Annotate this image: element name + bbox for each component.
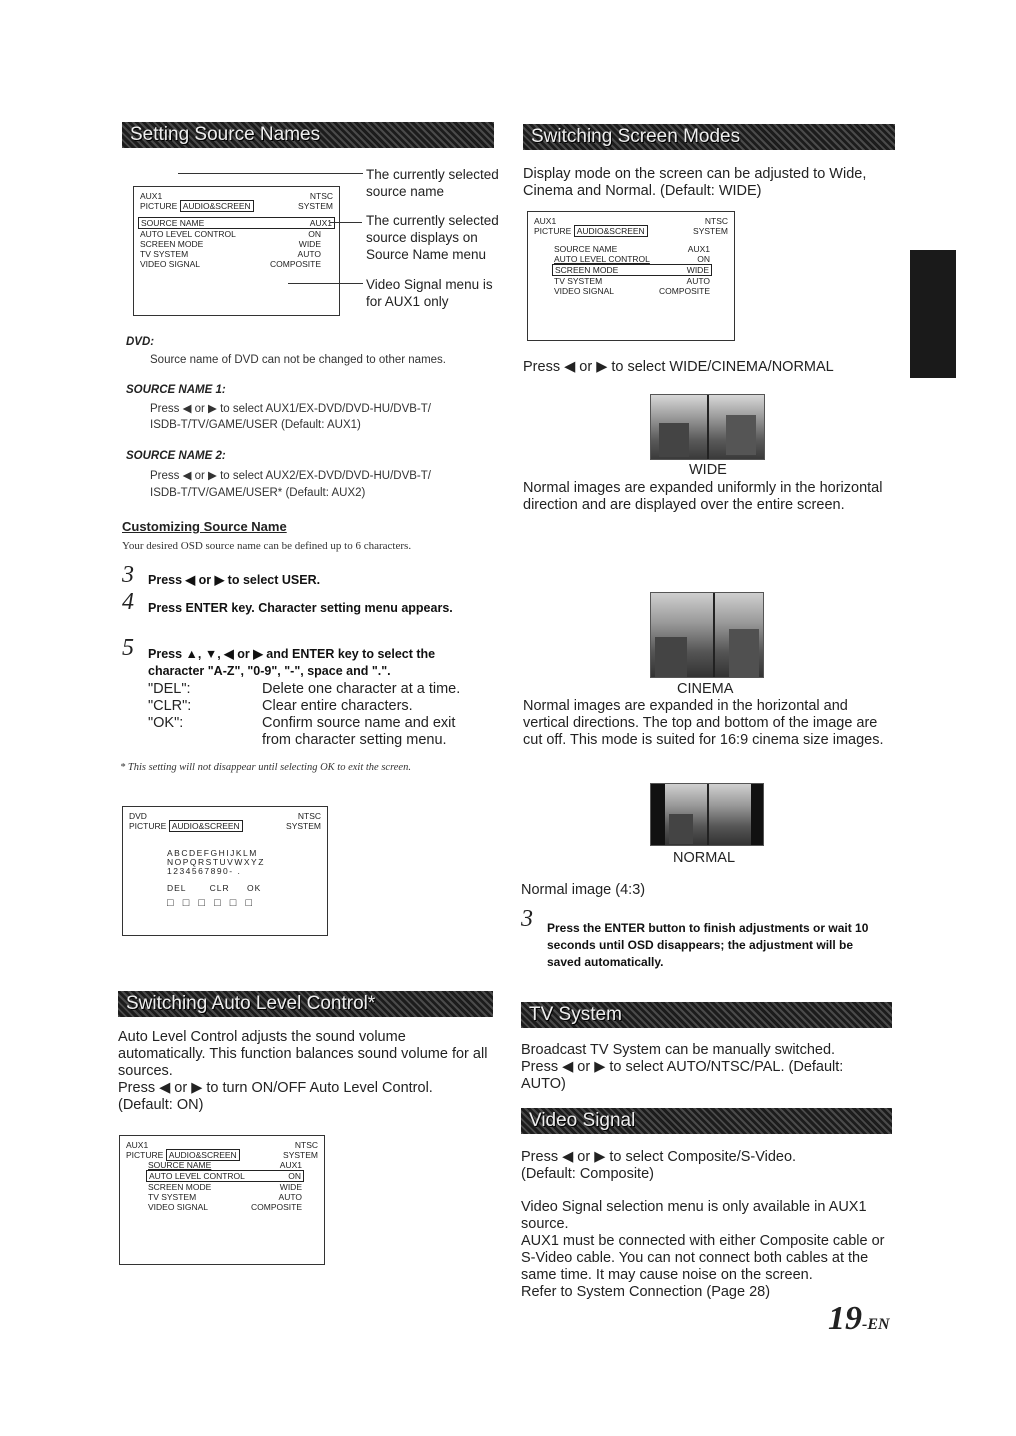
osd-row-label: SOURCE NAME (554, 244, 618, 254)
section-title: TV System (529, 1004, 622, 1025)
wide-mode-image (650, 394, 765, 460)
osd-row-label: SCREEN MODE (555, 265, 619, 275)
normal-label: NORMAL (673, 850, 736, 866)
osd-row-selected (552, 264, 712, 276)
osd-row-value: WIDE (298, 239, 321, 249)
osd-row-label: AUTO LEVEL CONTROL (554, 254, 650, 264)
section-title: Switching Screen Modes (531, 126, 741, 147)
osd-source-name-menu (133, 186, 340, 316)
osd-row (140, 249, 333, 259)
osd-source: AUX1 (140, 191, 163, 201)
osd-picture: PICTURE (534, 226, 572, 236)
step-number: 3 (521, 906, 533, 932)
page-number (828, 1300, 890, 1338)
video-signal-connection: AUX1 must be connected with either Composite cable or S-Video cable. You can not connect both cables at the same time. It may cause noise on the screen. (521, 1233, 885, 1283)
osd-row-value: AUX1 (309, 218, 332, 228)
osd-row-label: TV SYSTEM (148, 1192, 197, 1202)
section-header-screen-modes (523, 124, 895, 150)
osd-row-label: SCREEN MODE (148, 1182, 212, 1192)
callout-line (288, 283, 363, 284)
osd-row (554, 254, 710, 264)
osd-row-value: AUTO (278, 1192, 302, 1202)
osd-row-label: VIDEO SIGNAL (140, 259, 200, 269)
osd-audio-screen: AUDIO&SCREEN (166, 1149, 240, 1161)
def-term-ok: "OK": (148, 715, 184, 731)
normal-mode-image (650, 783, 764, 846)
osd-audio-screen: AUDIO&SCREEN (574, 225, 648, 237)
osd-row-value: AUTO (686, 276, 710, 286)
osd-source: AUX1 (126, 1140, 149, 1150)
osd-row (148, 1202, 302, 1212)
auto-level-default: (Default: ON) (118, 1097, 204, 1113)
step-text: Press ▲, ▼, ◀ or ▶ and ENTER key to select the character "A-Z", "0-9", "-", space and ".". (148, 647, 436, 678)
osd-row-value: WIDE (686, 265, 709, 275)
osd-auto-level-menu (119, 1135, 325, 1265)
osd-row (140, 259, 333, 269)
osd-row-value: COMPOSITE (269, 259, 321, 269)
osd-row-label: SOURCE NAME (148, 1160, 212, 1170)
osd-row-value: ON (308, 229, 321, 239)
dvd-text: Source name of DVD can not be changed to other names. (150, 354, 446, 366)
callout-source-name-menu: The currently selected source displays on Source Name menu (366, 213, 499, 262)
osd-row-label: SCREEN MODE (140, 239, 204, 249)
osd-row-value: AUX1 (687, 244, 710, 254)
osd-row-label: TV SYSTEM (554, 276, 603, 286)
source-name-2-label: SOURCE NAME 2: (126, 450, 226, 462)
customizing-text: Your desired OSD source name can be defined up to 6 characters. (122, 540, 412, 552)
osd-row-label: TV SYSTEM (140, 249, 189, 259)
auto-level-text: Auto Level Control adjusts the sound volume automatically. This function balances sound volume for all sources. (118, 1029, 488, 1079)
osd-ntsc: NTSC (704, 216, 728, 226)
chapter-tab (910, 250, 956, 378)
normal-text: Normal image (4:3) (521, 882, 646, 898)
osd-row (148, 1160, 302, 1170)
page-number-digits: 19 (828, 1300, 862, 1337)
section-header-tv-system (521, 1002, 892, 1028)
def-term-del: "DEL": (148, 681, 191, 697)
osd-system: SYSTEM (283, 1150, 318, 1160)
osd-row-value: COMPOSITE (250, 1202, 302, 1212)
osd-picture: PICTURE (140, 201, 178, 211)
callout-line (178, 173, 363, 174)
callout-video-signal: Video Signal menu is for AUX1 only (366, 277, 493, 309)
video-signal-reference: Refer to System Connection (Page 28) (521, 1284, 771, 1300)
osd-row-label: VIDEO SIGNAL (554, 286, 614, 296)
osd-ntsc: NTSC (297, 811, 321, 821)
osd-row (554, 286, 710, 296)
section-header-auto-level (118, 991, 493, 1017)
osd-row-label: VIDEO SIGNAL (148, 1202, 208, 1212)
section-header-video-signal (521, 1108, 892, 1134)
def-desc-clr: Clear entire characters. (262, 698, 413, 714)
char-row-3: 1234567890- . (167, 866, 242, 876)
def-desc-del: Delete one character at a time. (262, 681, 461, 697)
video-signal-availability: Video Signal selection menu is only available in AUX1 source. (521, 1199, 867, 1232)
wide-label: WIDE (689, 462, 727, 478)
tv-system-press: Press ◀ or ▶ to select AUTO/NTSC/PAL. (Default: AUTO) (521, 1059, 844, 1092)
source-name-1-line2: ISDB-T/TV/GAME/USER (Default: AUX1) (150, 419, 361, 431)
cinema-label: CINEMA (677, 681, 734, 697)
video-signal-press: Press ◀ or ▶ to select Composite/S-Video. (521, 1149, 797, 1165)
char-slots: □ □ □ □ □ □ (167, 897, 256, 909)
source-name-1-line1: Press ◀ or ▶ to select AUX1/EX-DVD/DVD-HU/DVB-T/ (150, 403, 431, 415)
osd-system: SYSTEM (298, 201, 333, 211)
char-clr: CLR (209, 883, 230, 893)
osd-row-value: AUX1 (279, 1160, 302, 1170)
osd-row-value: AUTO (297, 249, 321, 259)
section-title: Switching Auto Level Control* (126, 993, 376, 1014)
section-title: Video Signal (529, 1110, 636, 1131)
osd-screen-mode-menu (527, 211, 735, 341)
source-name-1-label: SOURCE NAME 1: (126, 384, 226, 396)
screen-modes-intro: Display mode on the screen can be adjusted to Wide, Cinema and Normal. (Default: WIDE) (523, 166, 867, 199)
osd-row (140, 239, 333, 249)
osd-character-menu (122, 806, 328, 936)
section-title: Setting Source Names (130, 124, 321, 145)
osd-row (148, 1182, 302, 1192)
char-del: DEL (167, 883, 187, 893)
osd-row-value: WIDE (279, 1182, 302, 1192)
callout-selected-source-name: The currently selected source name (366, 167, 499, 199)
osd-system: SYSTEM (286, 821, 321, 831)
osd-source: DVD (129, 811, 147, 821)
osd-ntsc: NTSC (309, 191, 333, 201)
osd-row (140, 229, 333, 239)
video-signal-default: (Default: Composite) (521, 1166, 654, 1182)
osd-row (554, 244, 710, 254)
source-name-2-line1: Press ◀ or ▶ to select AUX2/EX-DVD/DVD-HU/DVB-T/ (150, 470, 431, 482)
osd-source: AUX1 (534, 216, 557, 226)
osd-row-selected (138, 217, 335, 229)
osd-ntsc: NTSC (294, 1140, 318, 1150)
osd-row-value: COMPOSITE (658, 286, 710, 296)
dvd-label: DVD: (126, 336, 155, 348)
osd-row (554, 276, 710, 286)
osd-audio-screen: AUDIO&SCREEN (169, 820, 243, 832)
osd-row-label: AUTO LEVEL CONTROL (140, 229, 236, 239)
osd-row (148, 1192, 302, 1202)
char-row-1: ABCDEFGHIJKLM (167, 848, 258, 858)
osd-picture: PICTURE (126, 1150, 164, 1160)
step-text: Press ENTER key. Character setting menu appears. (148, 601, 453, 615)
step-number: 5 (122, 635, 134, 661)
char-row-2: NOPQRSTUVWXYZ (167, 857, 265, 867)
auto-level-press: Press ◀ or ▶ to turn ON/OFF Auto Level Control. (118, 1080, 433, 1096)
osd-row-selected (146, 1170, 304, 1182)
osd-row-value: ON (288, 1171, 301, 1181)
step-number: 4 (122, 589, 134, 615)
source-name-2-line2: ISDB-T/TV/GAME/USER* (Default: AUX2) (150, 487, 366, 499)
osd-audio-screen: AUDIO&SCREEN (180, 200, 254, 212)
cinema-text: Normal images are expanded in the horizontal and vertical directions. The top and bottom of the image are cut off. This mode is suited for 16:9 cinema size images. (523, 698, 884, 748)
def-desc-ok: Confirm source name and exit from character setting menu. (262, 715, 456, 748)
wide-text: Normal images are expanded uniformly in the horizontal direction and are displayed over the entire screen. (523, 480, 883, 513)
step-number: 3 (122, 562, 134, 588)
osd-system: SYSTEM (693, 226, 728, 236)
footnote: * This setting will not disappear until selecting OK to exit the screen. (120, 762, 411, 773)
osd-picture: PICTURE (129, 821, 167, 831)
step-text: Press the ENTER button to finish adjustments or wait 10 seconds until OSD disappears; the adjustment will be saved automatically. (547, 921, 869, 969)
osd-row-label: SOURCE NAME (141, 218, 205, 228)
def-term-clr: "CLR": (148, 698, 192, 714)
char-ok: OK (247, 883, 262, 893)
cinema-mode-image (650, 592, 764, 678)
step-text: Press ◀ or ▶ to select USER. (148, 573, 321, 587)
osd-row-label: AUTO LEVEL CONTROL (149, 1171, 245, 1181)
page-number-suffix: -EN (862, 1316, 890, 1333)
callout-line (330, 222, 362, 223)
customizing-title: Customizing Source Name (122, 519, 287, 534)
section-header-setting-source-names (122, 122, 494, 148)
screen-modes-press: Press ◀ or ▶ to select WIDE/CINEMA/NORMAL (523, 359, 834, 375)
tv-system-text: Broadcast TV System can be manually switched. (521, 1042, 836, 1058)
osd-row-value: ON (697, 254, 710, 264)
